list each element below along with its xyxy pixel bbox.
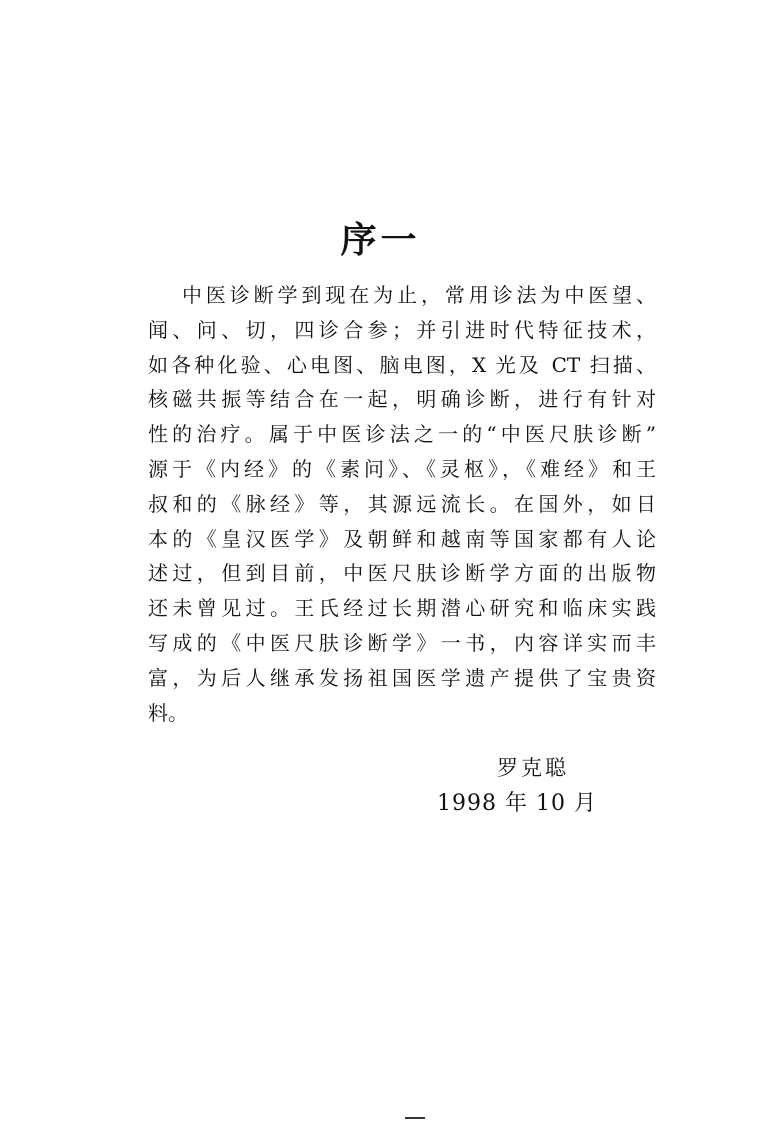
signature-date: 1998 年 10 月 — [437, 791, 597, 816]
text-line: 如各种化验、心电图、脑电图，X 光及 CT 扫描、 — [148, 352, 656, 377]
text-line: 料。 — [148, 700, 188, 725]
text-line: 还未曾见过。王氏经过长期潜心研究和临床实践 — [148, 596, 656, 621]
text-line: 富，为后人继承发扬祖国医学遗产提供了宝贵资 — [148, 665, 656, 690]
preface-body — [148, 278, 656, 730]
text-line: 性的治疗。属于中医诊法之一的“中医尺肤诊断” — [148, 422, 656, 447]
page-title: 序一 — [340, 219, 421, 261]
text-line: 源于《内经》的《素问》、《灵枢》，《难经》和王 — [148, 456, 656, 481]
author-signature: 罗克聪 — [497, 756, 569, 780]
text-line: 核磁共振等结合在一起，明确诊断，进行有针对 — [148, 387, 656, 412]
text-line: 本的《皇汉医学》及朝鲜和越南等国家都有人论 — [148, 526, 656, 551]
text-line: 叔和的《脉经》等，其源远流长。在国外，如日 — [148, 491, 656, 516]
text-line: 写成的《中医尺肤诊断学》一书，内容详实而丰 — [148, 630, 656, 655]
page-footer-mark — [405, 1117, 425, 1119]
text-line: 述过，但到目前，中医尺肤诊断学方面的出版物 — [148, 561, 656, 586]
text-line: 闻、问、切，四诊合参；并引进时代特征技术， — [148, 317, 656, 342]
text-line: 中医诊断学到现在为止，常用诊法为中医望、 — [182, 283, 656, 307]
